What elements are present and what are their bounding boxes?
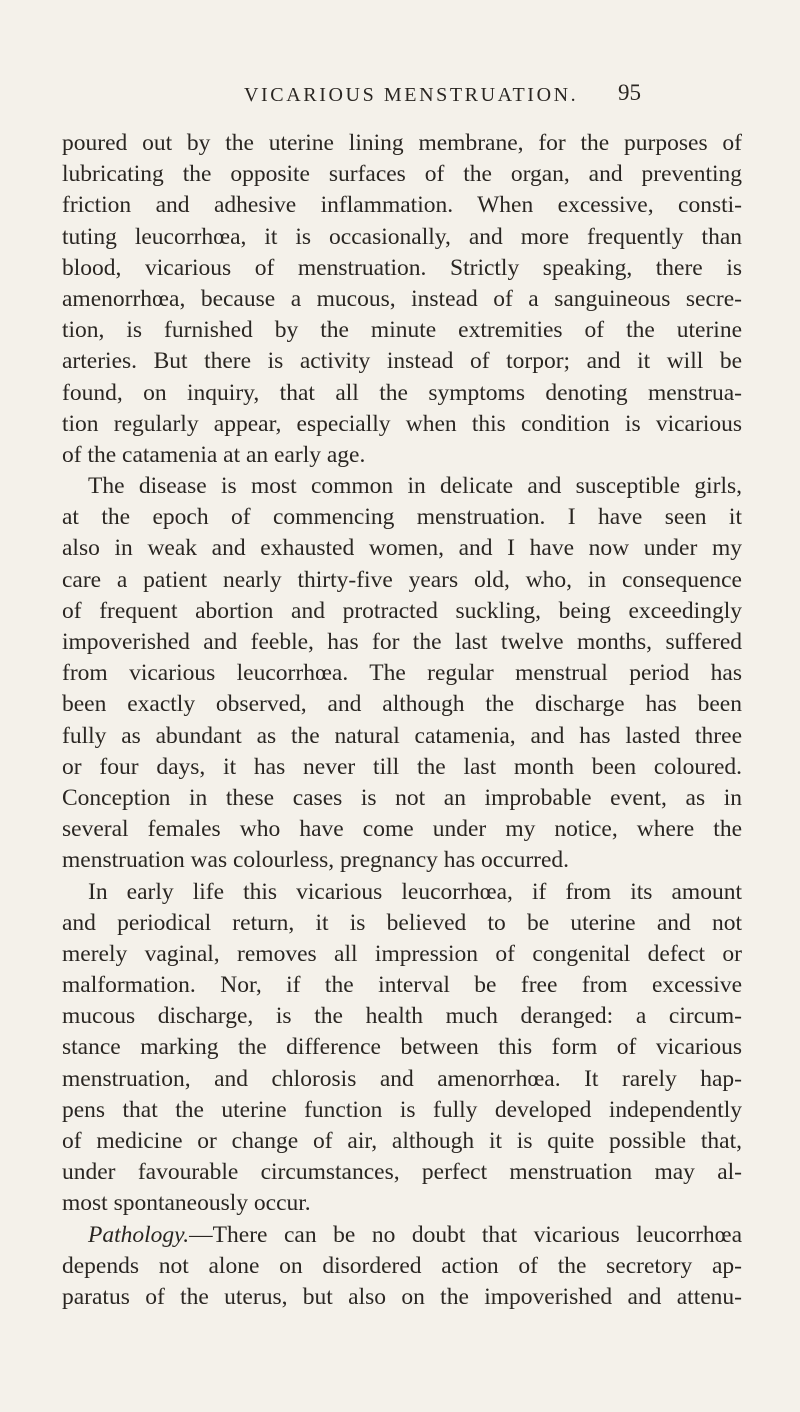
text-line: menstruation, and chlorosis and amenorrhœa. It rarely hap- <box>62 1065 742 1092</box>
text-line: malformation. Nor, if the interval be free from excessive <box>62 972 742 999</box>
text-line: pens that the uterine function is fully developed independently <box>62 1096 742 1123</box>
text-line: found, on inquiry, that all the symptoms denoting menstrua- <box>62 379 742 406</box>
text-line: lubricating the opposite surfaces of the organ, and preventing <box>62 161 742 188</box>
text-line: at the epoch of commencing menstruation. I have seen it <box>62 504 742 531</box>
text-line: from vicarious leucorrhœa. The regular menstrual period has <box>62 660 742 687</box>
text-line: of the catamenia at an early age. <box>62 441 366 468</box>
text-line: Conception in these cases is not an improbable event, as in <box>62 784 742 811</box>
text-line: depends not alone on disordered action of the secretory ap- <box>62 1252 742 1279</box>
running-head <box>0 78 800 118</box>
text-line: of medicine or change of air, although it is quite possible that, <box>62 1128 742 1154</box>
text-line <box>62 877 742 908</box>
body-text <box>62 128 742 1313</box>
text-line: and periodical return, it is believed to be uterine and not <box>62 909 742 936</box>
text-line-content: The disease is most common in delicate and susceptible girls, <box>88 473 742 500</box>
text-line: friction and adhesive inflammation. When excessive, consti- <box>62 192 742 219</box>
text-line: stance marking the difference between this form of vicarious <box>62 1034 742 1061</box>
text-line: most spontaneously occur. <box>62 1190 311 1217</box>
text-line: or four days, it has never till the last month been coloured. <box>62 753 742 780</box>
text-line: blood, vicarious of menstruation. Strictly speaking, there is <box>62 254 742 281</box>
text-line: merely vaginal, removes all impression of congenital defect or <box>62 940 742 967</box>
text-line-content: —There can be no doubt that vicarious leucorrhœa <box>189 1221 742 1248</box>
text-line: tion, is furnished by the minute extremities of the uterine <box>62 317 742 344</box>
text-line: poured out by the uterine lining membrane, for the purposes of <box>62 130 742 156</box>
text-line: under favourable circumstances, perfect menstruation may al- <box>62 1159 742 1186</box>
text-line: tuting leucorrhœa, it is occasionally, and more frequently than <box>62 223 742 250</box>
text-line: of frequent abortion and protracted suckling, being exceedingly <box>62 597 742 624</box>
text-line: menstruation was colourless, pregnancy has occurred. <box>62 847 570 874</box>
text-line: tion regularly appear, especially when this condition is vicarious <box>62 410 742 437</box>
page-number: 95 <box>618 80 641 105</box>
text-line: arteries. But there is activity instead of torpor; and it will be <box>62 348 742 375</box>
text-line <box>62 471 742 502</box>
text-line: several females who have come under my notice, where the <box>62 816 742 843</box>
text-line: paratus of the uterus, but also on the impoverished and attenu- <box>62 1283 742 1310</box>
text-line: mucous discharge, is the health much deranged: a circum- <box>62 1003 742 1030</box>
text-line: also in weak and exhausted women, and I have now under my <box>62 535 742 562</box>
text-line: care a patient nearly thirty-five years old, who, in consequence <box>62 566 742 593</box>
text-line-content: In early life this vicarious leucorrhœa, if from its amount <box>88 878 742 905</box>
text-line: fully as abundant as the natural catamenia, and has lasted three <box>62 722 742 749</box>
text-line: impoverished and feeble, has for the last twelve months, suffered <box>62 629 742 655</box>
section-label-pathology: Pathology. <box>88 1221 190 1248</box>
text-line <box>62 1220 742 1251</box>
text-line: been exactly observed, and although the discharge has been <box>62 691 742 718</box>
text-line: amenorrhœa, because a mucous, instead of a sanguineous secre- <box>62 285 742 312</box>
running-title: VICARIOUS MENSTRUATION. <box>244 84 579 106</box>
